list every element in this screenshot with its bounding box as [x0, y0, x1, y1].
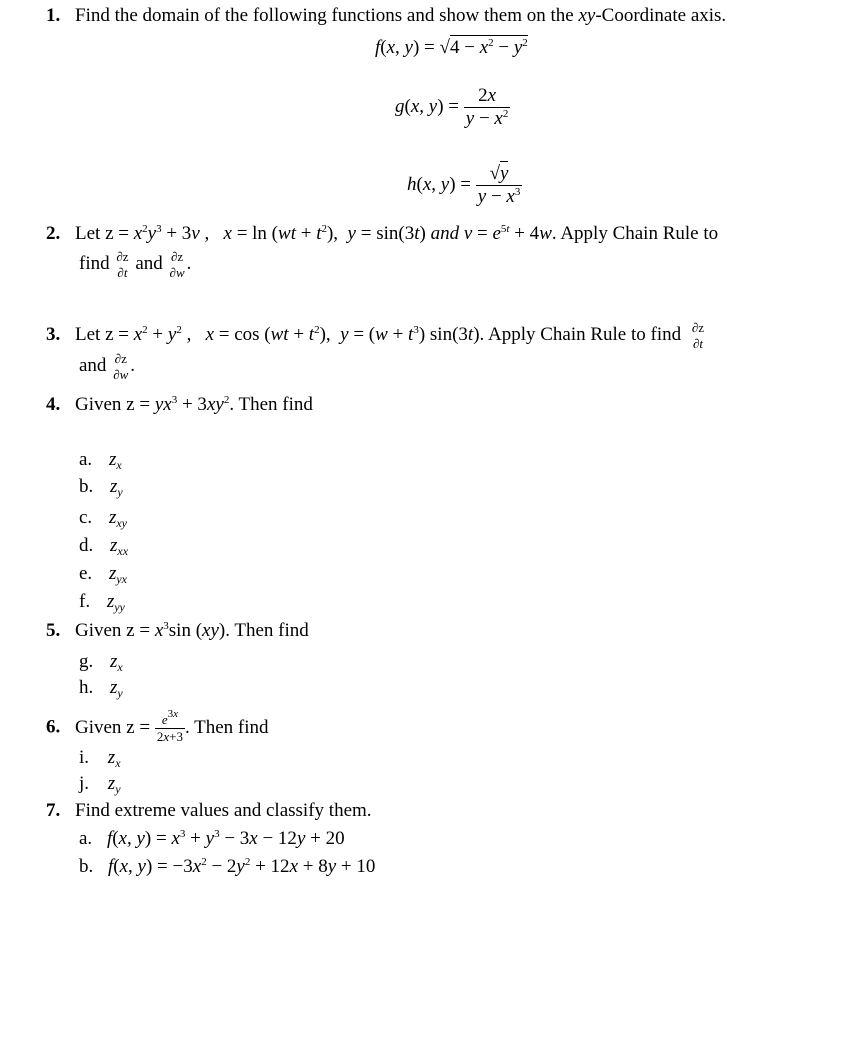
q5-item-h: h. $z_y$ [79, 677, 123, 700]
q7-item-label: a. [79, 828, 93, 849]
q5-item-label: g. [79, 651, 94, 672]
q6-number: 6. [46, 716, 61, 738]
q1-number: 1. [46, 5, 61, 26]
q4-item-d: d. $z_{xx}$ [79, 535, 129, 558]
q4-item-label: f. [79, 591, 91, 612]
q1-f-function: f(x, $y) = √4 - x^2 - y^2$ [375, 37, 528, 58]
q4-item-label: b. [79, 476, 94, 497]
q4-number: 4. [46, 394, 61, 415]
q5-item-label: h. [79, 677, 94, 698]
q4-item-label: c. [79, 507, 93, 528]
q3-number: 3. [46, 324, 61, 345]
q6-item-label: j. [79, 773, 90, 794]
q2-line2: find ∂z ∂t and ∂z ∂w . [79, 249, 192, 280]
q4-item-c: c. $z_{xy}$ [79, 507, 127, 530]
q6-line: 6. Given z = $\frac{e^{3x}}{2x+3}$ . Then find [46, 708, 269, 744]
q7-line [46, 801, 372, 820]
q6-item-i: i. $z_x$ [79, 747, 121, 770]
q4-line: 4. Given $z = yx^3 + 3xy^2$. Then find [46, 394, 313, 415]
q5-item-g: g. $z_x$ [79, 651, 123, 674]
q5-line: 5. Given $z = x^3\sin$ (xy). Then find [46, 620, 309, 641]
q5-number: 5. [46, 620, 61, 641]
q1-h-function: h(x, y) = $\frac{√y}{y - x^3}$ [407, 163, 521, 207]
q4-item-a: a. $z_x$ [79, 449, 122, 472]
q7-text: Find extreme values and classify them. [75, 800, 372, 821]
q4-item-label: d. [79, 535, 94, 556]
q4-item-label: e. [79, 563, 93, 584]
q6-item-j: j. $z_y$ [79, 773, 121, 796]
q4-item-e: e. $z_{yx}$ [79, 563, 127, 586]
q7-item-label: b. [79, 856, 94, 877]
q7-item-b: b. f(x, $y) = -3x^2 - 2y^2 + 12x + 8y + 10$ [79, 856, 376, 877]
q3-line1: 3. Let $z = x^2 + y^2$ , $x = \cos (wt + t^2)$, $y = (w + t^3)$ sin(3t). Apply Chain Rule to find ∂z ∂t [46, 320, 705, 351]
q2-number: 2. [46, 223, 61, 244]
q7-number: 7. [46, 800, 61, 821]
q1-line: 1. Find the domain of the following functions and show them on the xy-Coordinate axis. [46, 5, 727, 26]
q7-item-a: a. f(x, $y) = x^3 + y^3 - 3x - 12y + 20$ [79, 828, 345, 849]
q6-item-label: i. [79, 747, 90, 768]
q4-item-b: b. $z_y$ [79, 476, 123, 499]
q4-item-label: a. [79, 449, 93, 470]
q1-g-function: g(x, y) = $\frac{2x}{y - x^2}$ [395, 85, 509, 129]
q3-line2: and ∂z ∂w . [79, 351, 136, 382]
q4-item-f: f. $z_{yy}$ [79, 591, 125, 614]
q2-line1: 2. Let $z = x^2y^3 + 3v$ , $x = \ln (wt + t^2)$, y = sin(3t) and $v = e^{5t} + 4w$. Apply Chain Rule to [46, 223, 719, 244]
